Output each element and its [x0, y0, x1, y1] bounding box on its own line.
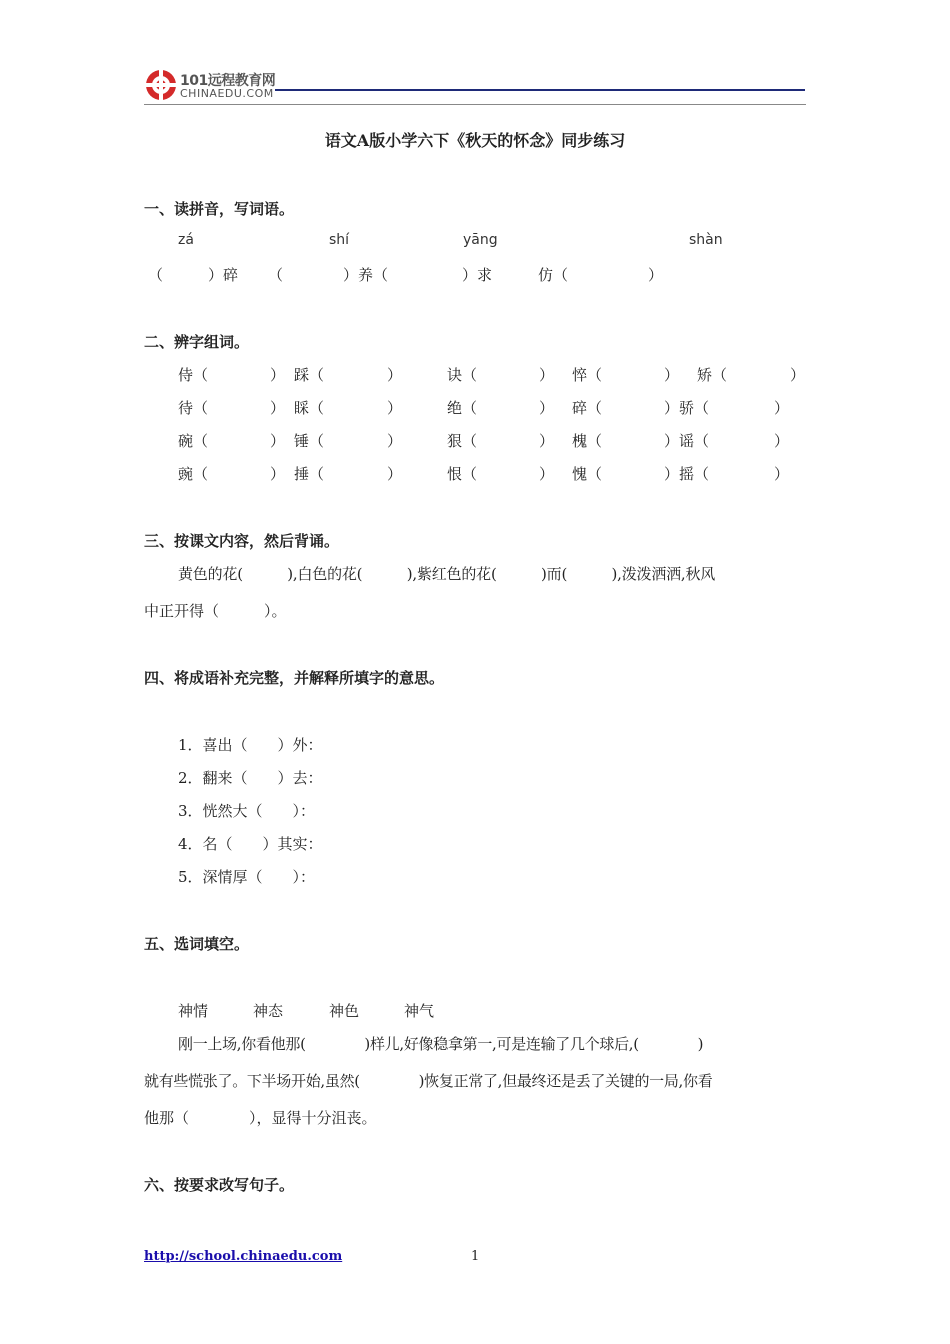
blank-1: （ ）碎	[148, 266, 239, 284]
section-4-heading: 四、将成语补充完整，并解释所填字的意思。	[144, 669, 445, 687]
header-divider	[144, 104, 806, 105]
word-cell: ）	[790, 366, 806, 384]
footer-link[interactable]: http://school.chinaedu.com	[144, 1249, 343, 1264]
word-cell: 碗（	[178, 432, 209, 450]
idiom-item-3: 3．恍然大（ ）：	[178, 802, 316, 820]
section-3-heading: 三、按课文内容，然后背诵。	[144, 532, 340, 550]
chinaedu-logo-icon	[144, 68, 178, 102]
word-cell: ）	[539, 465, 555, 483]
word-cell: 豌（	[178, 465, 209, 483]
pinyin-1: zá	[178, 232, 194, 248]
word-cell: ）	[387, 432, 403, 450]
section-5-line-1: 刚一上场,你看他那( )样儿,好像稳拿第一,可是连输了几个球后,( )	[178, 1035, 704, 1053]
section-5-line-3: 他那（ ），显得十分沮丧。	[144, 1109, 377, 1127]
blank-4: 仿（	[538, 266, 569, 284]
section-5-heading: 五、选词填空。	[144, 935, 250, 953]
section-1-heading: 一、读拼音，写词语。	[144, 200, 295, 218]
idiom-item-5: 5．深情厚（ ）：	[178, 868, 316, 886]
word-cell: ）	[774, 432, 790, 450]
section-3-line-2: 中正开得（ ）。	[144, 602, 287, 620]
word-cell: ）谣（	[664, 432, 710, 450]
header-rule	[275, 89, 805, 91]
word-cell: ）	[774, 399, 790, 417]
page-number: 1	[471, 1249, 480, 1264]
word-cell: ）	[774, 465, 790, 483]
word-cell: 侍（	[178, 366, 209, 384]
section-2-heading: 二、辨字组词。	[144, 333, 250, 351]
page-title: 语文A版小学六下《秋天的怀念》同步练习	[324, 131, 626, 150]
pinyin-3: yāng	[463, 232, 498, 248]
word-option-2: 神态	[253, 1002, 284, 1020]
idiom-item-4: 4．名（ ）其实：	[178, 835, 323, 853]
word-cell: 恨（	[447, 465, 478, 483]
word-cell: 矫（	[697, 366, 728, 384]
word-cell: 睬（	[294, 399, 325, 417]
word-option-4: 神气	[404, 1002, 435, 1020]
logo-text-cn: 101远程教育网	[180, 73, 276, 89]
section-3-line-1: 黄色的花( ),白色的花( ),紫红色的花( )而( ),泼泼洒洒,秋风	[178, 565, 716, 583]
word-cell: 锤（	[294, 432, 325, 450]
word-cell: 待（	[178, 399, 209, 417]
word-cell: 捶（	[294, 465, 325, 483]
word-cell: 绝（	[447, 399, 478, 417]
word-cell: ）	[270, 432, 286, 450]
word-cell: ）	[387, 465, 403, 483]
section-5-line-2: 就有些慌张了。下半场开始,虽然( )恢复正常了,但最终还是丢了关键的一局,你看	[144, 1072, 713, 1090]
blank-5: ）	[648, 266, 664, 284]
word-cell: ）	[387, 399, 403, 417]
word-cell: 悴（	[572, 366, 603, 384]
word-cell: ）	[387, 366, 403, 384]
word-option-3: 神色	[329, 1002, 360, 1020]
word-cell: 踩（	[294, 366, 325, 384]
word-cell: 碎（	[572, 399, 603, 417]
word-cell: ）	[270, 465, 286, 483]
word-cell: 诀（	[447, 366, 478, 384]
blank-2: （ ）养（	[268, 266, 389, 284]
word-cell: ）骄（	[664, 399, 710, 417]
blank-3: ）求	[462, 266, 493, 284]
pinyin-2: shí	[329, 232, 350, 248]
word-cell: ）	[270, 366, 286, 384]
word-cell: ）	[539, 432, 555, 450]
word-cell: ）	[539, 366, 555, 384]
word-cell: ）	[664, 366, 680, 384]
idiom-item-1: 1．喜出（ ）外：	[178, 736, 323, 754]
idiom-item-2: 2．翻来（ ）去：	[178, 769, 323, 787]
word-cell: ）摇（	[664, 465, 710, 483]
word-cell: 槐（	[572, 432, 603, 450]
word-cell: ）	[539, 399, 555, 417]
logo-text-en: CHINAEDU.COM	[180, 87, 274, 100]
word-cell: ）	[270, 399, 286, 417]
section-6-heading: 六、按要求改写句子。	[144, 1176, 295, 1194]
word-option-1: 神情	[178, 1002, 209, 1020]
pinyin-4: shàn	[689, 232, 723, 248]
word-cell: 狠（	[447, 432, 478, 450]
word-cell: 愧（	[572, 465, 603, 483]
